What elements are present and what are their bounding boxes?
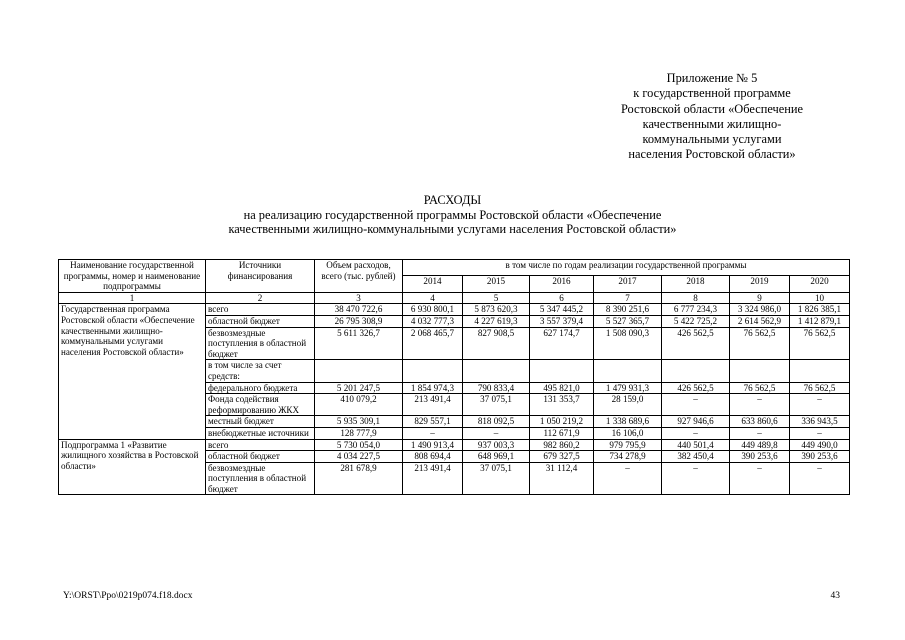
column-index: 2 bbox=[206, 292, 315, 304]
header-total: Объем расходов, всего (тыс. рублей) bbox=[315, 260, 403, 293]
header-year: 2018 bbox=[662, 276, 730, 292]
total-cell: 38 470 722,6 bbox=[315, 304, 403, 316]
year-value-cell: – bbox=[403, 427, 463, 439]
year-value-cell: – bbox=[662, 427, 730, 439]
year-value-cell: 440 501,4 bbox=[662, 439, 730, 451]
year-value-cell: 426 562,5 bbox=[662, 382, 730, 394]
year-value-cell bbox=[403, 360, 463, 382]
year-value-cell: 31 112,4 bbox=[530, 462, 594, 495]
source-cell: местный бюджет bbox=[206, 416, 315, 428]
year-value-cell: 390 253,6 bbox=[790, 451, 850, 463]
year-value-cell: 790 833,4 bbox=[463, 382, 530, 394]
header-years-group: в том числе по годам реализации государственной программы bbox=[403, 260, 850, 276]
total-cell: 5 201 247,5 bbox=[315, 382, 403, 394]
column-index: 8 bbox=[662, 292, 730, 304]
year-value-cell: 426 562,5 bbox=[662, 327, 730, 360]
appendix-line: Приложение № 5 bbox=[666, 71, 758, 85]
header-year: 2014 bbox=[403, 276, 463, 292]
appendix-line: Ростовской области «Обеспечение bbox=[620, 101, 804, 116]
year-value-cell: 16 106,0 bbox=[594, 427, 662, 439]
year-value-cell: 627 174,7 bbox=[530, 327, 594, 360]
year-value-cell: 5 422 725,2 bbox=[662, 315, 730, 327]
appendix-line: коммунальными услугами bbox=[642, 132, 782, 147]
column-index: 4 bbox=[403, 292, 463, 304]
total-cell: 128 777,9 bbox=[315, 427, 403, 439]
year-value-cell: 648 969,1 bbox=[463, 451, 530, 463]
appendix-line: к государственной программе bbox=[633, 86, 791, 101]
year-value-cell: – bbox=[730, 394, 790, 416]
year-value-cell: 449 490,0 bbox=[790, 439, 850, 451]
source-cell: всего bbox=[206, 304, 315, 316]
year-value-cell bbox=[463, 360, 530, 382]
year-value-cell: 1 412 879,1 bbox=[790, 315, 850, 327]
year-value-cell: 982 860,2 bbox=[530, 439, 594, 451]
year-value-cell: 1 050 219,2 bbox=[530, 416, 594, 428]
year-value-cell: 4 032 777,3 bbox=[403, 315, 463, 327]
footer-page-number: 43 bbox=[830, 591, 840, 601]
total-cell: 5 935 309,1 bbox=[315, 416, 403, 428]
year-value-cell: 1 490 913,4 bbox=[403, 439, 463, 451]
total-cell: 281 678,9 bbox=[315, 462, 403, 495]
header-year: 2017 bbox=[594, 276, 662, 292]
year-value-cell: 1 508 090,3 bbox=[594, 327, 662, 360]
table-body bbox=[59, 304, 850, 495]
year-value-cell: 76 562,5 bbox=[790, 382, 850, 394]
year-value-cell: – bbox=[730, 427, 790, 439]
year-value-cell: 5 527 365,7 bbox=[594, 315, 662, 327]
year-value-cell: 28 159,0 bbox=[594, 394, 662, 416]
year-value-cell: 3 557 379,4 bbox=[530, 315, 594, 327]
year-value-cell: 6 930 800,1 bbox=[403, 304, 463, 316]
year-value-cell: – bbox=[594, 462, 662, 495]
source-cell: областной бюджет bbox=[206, 451, 315, 463]
year-value-cell bbox=[662, 360, 730, 382]
year-value-cell: 131 353,7 bbox=[530, 394, 594, 416]
year-value-cell: 3 324 986,0 bbox=[730, 304, 790, 316]
source-cell: безвозмездные поступления в областной бюджет bbox=[206, 327, 315, 360]
column-index: 7 bbox=[594, 292, 662, 304]
column-index: 5 bbox=[463, 292, 530, 304]
column-index: 6 bbox=[530, 292, 594, 304]
appendix-line: качественными жилищно- bbox=[642, 116, 782, 131]
year-value-cell: 37 075,1 bbox=[463, 394, 530, 416]
total-cell: 4 034 227,5 bbox=[315, 451, 403, 463]
year-value-cell: 927 946,6 bbox=[662, 416, 730, 428]
year-value-cell: – bbox=[662, 462, 730, 495]
year-value-cell: 8 390 251,6 bbox=[594, 304, 662, 316]
title-line: на реализацию государственной программы Ростовской области «Обеспечение bbox=[243, 207, 662, 222]
source-cell: внебюджетные источники bbox=[206, 427, 315, 439]
header-year: 2015 bbox=[463, 276, 530, 292]
year-value-cell: 679 327,5 bbox=[530, 451, 594, 463]
year-value-cell: 2 614 562,9 bbox=[730, 315, 790, 327]
table-row bbox=[59, 304, 850, 316]
table-row bbox=[59, 439, 850, 451]
year-value-cell: 213 491,4 bbox=[403, 462, 463, 495]
appendix-line: населения Ростовской области» bbox=[628, 147, 796, 162]
year-value-cell: – bbox=[790, 394, 850, 416]
column-index: 9 bbox=[730, 292, 790, 304]
header-name: Наименование государственной программы, номер и наименование подпрограммы bbox=[59, 260, 206, 293]
year-value-cell bbox=[530, 360, 594, 382]
year-value-cell: 390 253,6 bbox=[730, 451, 790, 463]
title-line: качественными жилищно-коммунальными услугами населения Ростовской области» bbox=[228, 222, 677, 237]
year-value-cell: 5 873 620,3 bbox=[463, 304, 530, 316]
year-value-cell: 4 227 619,3 bbox=[463, 315, 530, 327]
year-value-cell: 818 092,5 bbox=[463, 416, 530, 428]
year-value-cell: 37 075,1 bbox=[463, 462, 530, 495]
source-cell: федерального бюджета bbox=[206, 382, 315, 394]
total-cell: 5 611 326,7 bbox=[315, 327, 403, 360]
year-value-cell: 808 694,4 bbox=[403, 451, 463, 463]
year-value-cell: 213 491,4 bbox=[403, 394, 463, 416]
year-value-cell: 6 777 234,3 bbox=[662, 304, 730, 316]
year-value-cell: 495 821,0 bbox=[530, 382, 594, 394]
index-row bbox=[59, 292, 850, 304]
source-cell: всего bbox=[206, 439, 315, 451]
source-cell: безвозмездные поступления в областной бюджет bbox=[206, 462, 315, 495]
year-value-cell: 1 826 385,1 bbox=[790, 304, 850, 316]
expenses-table bbox=[58, 259, 850, 495]
document-title bbox=[0, 193, 905, 237]
column-index: 3 bbox=[315, 292, 403, 304]
year-value-cell: – bbox=[463, 427, 530, 439]
total-cell: 26 795 308,9 bbox=[315, 315, 403, 327]
year-value-cell: 76 562,5 bbox=[730, 382, 790, 394]
header-source: Источники финансирования bbox=[206, 260, 315, 293]
year-value-cell: 2 068 465,7 bbox=[403, 327, 463, 360]
year-value-cell bbox=[730, 360, 790, 382]
total-cell bbox=[315, 360, 403, 382]
year-value-cell: 449 489,8 bbox=[730, 439, 790, 451]
appendix-block bbox=[582, 71, 842, 163]
year-value-cell: 76 562,5 bbox=[790, 327, 850, 360]
source-cell: областной бюджет bbox=[206, 315, 315, 327]
year-value-cell: – bbox=[730, 462, 790, 495]
year-value-cell: 112 671,9 bbox=[530, 427, 594, 439]
header-year: 2020 bbox=[790, 276, 850, 292]
program-name-cell: Подпрограмма 1 «Развитие жилищного хозяйства в Ростовской области» bbox=[59, 439, 206, 495]
footer-file-path: Y:\ORST\Ppo\0219p074.f18.docx bbox=[63, 591, 193, 601]
year-value-cell: 633 860,6 bbox=[730, 416, 790, 428]
title-heading: РАСХОДЫ bbox=[423, 193, 482, 207]
year-value-cell: 734 278,9 bbox=[594, 451, 662, 463]
year-value-cell: 382 450,4 bbox=[662, 451, 730, 463]
header-row bbox=[59, 260, 850, 276]
year-value-cell: 937 003,3 bbox=[463, 439, 530, 451]
year-value-cell: 979 795,9 bbox=[594, 439, 662, 451]
year-value-cell: 76 562,5 bbox=[730, 327, 790, 360]
source-cell: Фонда содействия реформированию ЖКХ bbox=[206, 394, 315, 416]
total-cell: 410 079,2 bbox=[315, 394, 403, 416]
year-value-cell: 336 943,5 bbox=[790, 416, 850, 428]
year-value-cell: – bbox=[662, 394, 730, 416]
year-value-cell: 829 557,1 bbox=[403, 416, 463, 428]
column-index: 1 bbox=[59, 292, 206, 304]
header-year: 2016 bbox=[530, 276, 594, 292]
source-cell: в том числе за счет средств: bbox=[206, 360, 315, 382]
year-value-cell: – bbox=[790, 427, 850, 439]
year-value-cell: 5 347 445,2 bbox=[530, 304, 594, 316]
year-value-cell bbox=[594, 360, 662, 382]
year-value-cell: – bbox=[790, 462, 850, 495]
header-year: 2019 bbox=[730, 276, 790, 292]
year-value-cell: 1 479 931,3 bbox=[594, 382, 662, 394]
total-cell: 5 730 054,0 bbox=[315, 439, 403, 451]
year-value-cell: 1 338 689,6 bbox=[594, 416, 662, 428]
year-value-cell bbox=[790, 360, 850, 382]
year-value-cell: 827 908,5 bbox=[463, 327, 530, 360]
year-value-cell: 1 854 974,3 bbox=[403, 382, 463, 394]
column-index: 10 bbox=[790, 292, 850, 304]
program-name-cell: Государственная программа Ростовской области «Обеспечение качественными жилищно-коммунальными услугами населения Ростовской области» bbox=[59, 304, 206, 439]
